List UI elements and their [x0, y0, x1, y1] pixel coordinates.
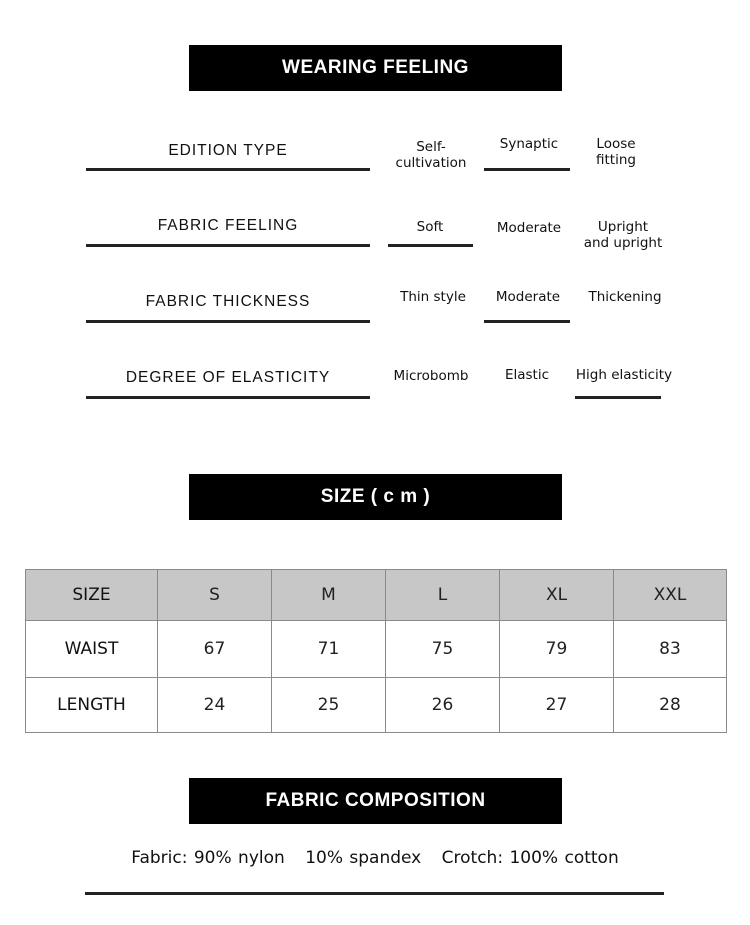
table-row: [26, 678, 727, 733]
size-banner: SIZE ( c m ): [189, 474, 562, 520]
size-header-cell: XL: [500, 570, 614, 621]
row-label: LENGTH: [26, 678, 158, 733]
table-cell: 24: [158, 678, 272, 733]
fabric-composition-text: [0, 848, 750, 868]
table-row: [26, 621, 727, 678]
table-cell: 83: [614, 621, 727, 678]
size-header-cell: L: [386, 570, 500, 621]
thickness-option-thin: Thin style: [400, 289, 466, 305]
thickness-option-thickening: Thickening: [588, 289, 662, 305]
fabric-feeling-label: FABRIC FEELING: [157, 217, 299, 234]
thickness-option-moderate: Moderate: [495, 289, 561, 305]
thickness-selected-marker: [484, 320, 570, 323]
fabric-main: Fabric: 90% nylon: [131, 848, 285, 868]
feeling-option-moderate: Moderate: [496, 220, 562, 236]
elasticity-underline: [86, 396, 370, 399]
size-header-cell: M: [272, 570, 386, 621]
fabric-crotch: Crotch: 100% cotton: [441, 848, 619, 868]
edition-type-label: EDITION TYPE: [168, 142, 288, 159]
table-cell: 79: [500, 621, 614, 678]
table-cell: 27: [500, 678, 614, 733]
feeling-option-soft: Soft: [416, 219, 444, 235]
option-line-1: Self- cultivation: [395, 139, 467, 171]
size-header-cell: SIZE: [26, 570, 158, 621]
edition-option-loose-fitting: Loose fitting: [596, 136, 636, 168]
table-cell: 71: [272, 621, 386, 678]
elasticity-option-microbomb: Microbomb: [393, 368, 469, 384]
elasticity-selected-marker: [575, 396, 661, 399]
size-header-cell: S: [158, 570, 272, 621]
size-table: [25, 569, 727, 733]
bottom-divider: [85, 892, 664, 895]
fabric-composition-banner: FABRIC COMPOSITION: [189, 778, 562, 824]
edition-option-synaptic: Synaptic: [499, 136, 559, 152]
edition-selected-marker: [484, 168, 570, 171]
fabric-feeling-underline: [86, 244, 370, 247]
fabric-thickness-label: FABRIC THICKNESS: [145, 293, 311, 310]
elasticity-label: DEGREE OF ELASTICITY: [125, 369, 331, 386]
elasticity-option-elastic: Elastic: [504, 367, 550, 383]
table-cell: 26: [386, 678, 500, 733]
table-cell: 75: [386, 621, 500, 678]
fabric-thickness-underline: [86, 320, 370, 323]
fabric-spandex: 10% spandex: [305, 848, 422, 868]
table-cell: 28: [614, 678, 727, 733]
size-header-cell: XXL: [614, 570, 727, 621]
feeling-option-upright: Upright and upright: [583, 219, 663, 251]
elasticity-option-high: High elasticity: [575, 367, 673, 383]
feeling-selected-marker: [388, 244, 473, 247]
wearing-feeling-banner: WEARING FEELING: [189, 45, 562, 91]
size-table-header: [26, 570, 727, 621]
edition-option-self-cultivation: [386, 139, 476, 171]
table-cell: 67: [158, 621, 272, 678]
table-cell: 25: [272, 678, 386, 733]
row-label: WAIST: [26, 621, 158, 678]
edition-type-underline: [86, 168, 370, 171]
